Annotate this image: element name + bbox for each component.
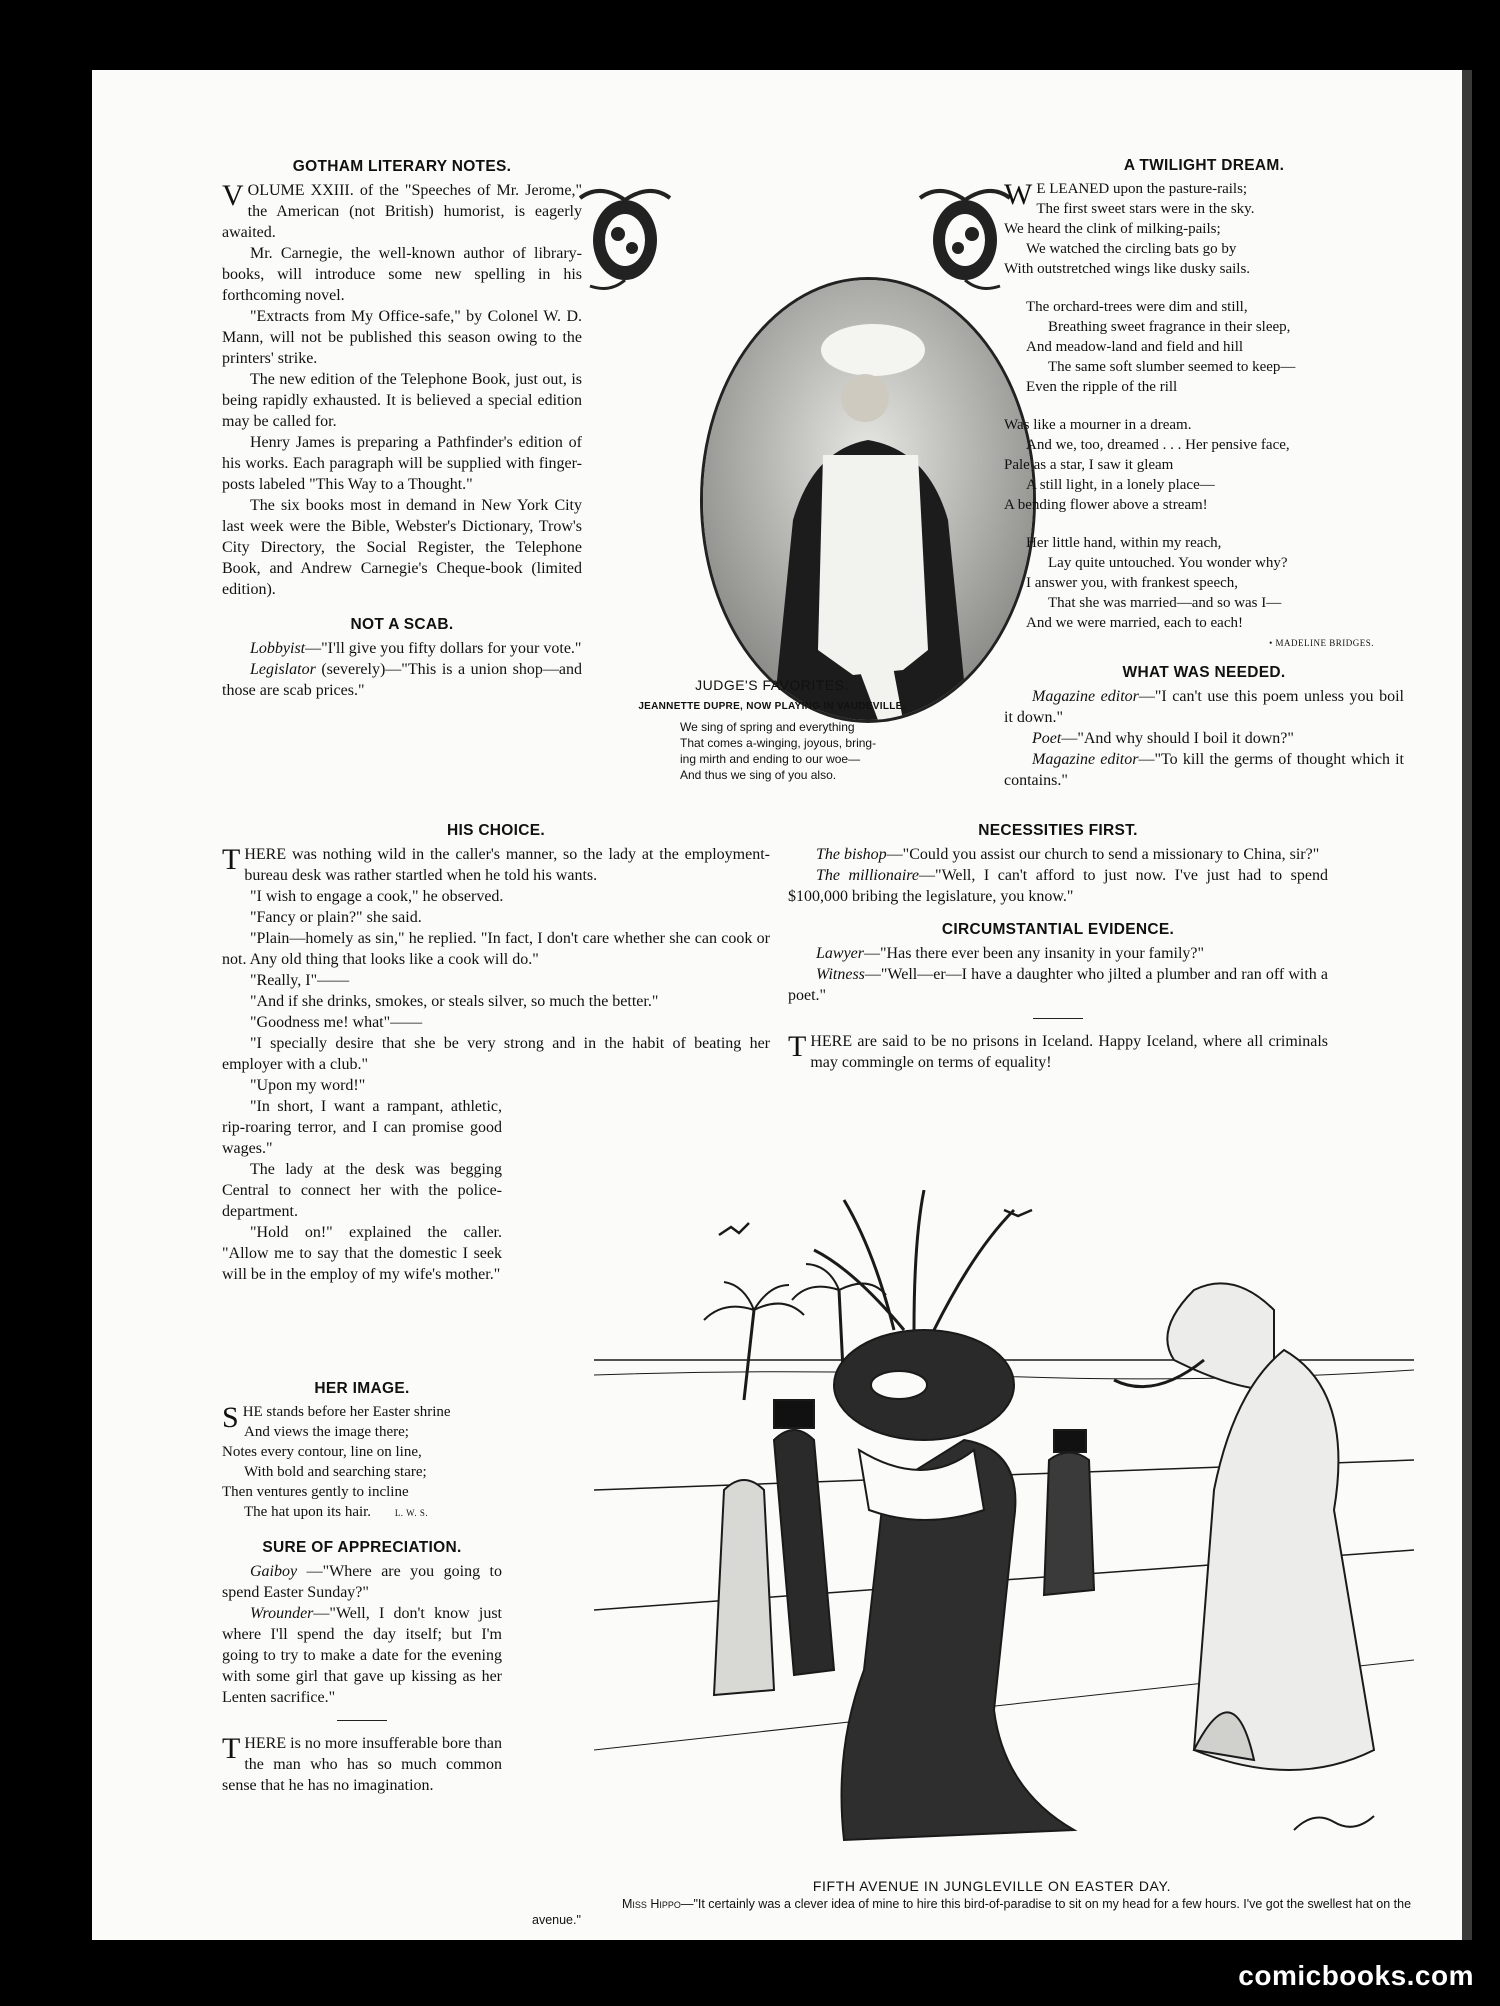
twilight-dropcap: W: [1004, 178, 1033, 211]
gotham-paragraph-4: The new edition of the Telephone Book, just out, is being rapidly exhausted. It is believed a special edition may be called for.: [222, 371, 582, 430]
choice-line: "I specially desire that she be very strong and in the habit of beating her employer with a club.": [222, 1035, 770, 1073]
choice-line: "Fancy or plain?" she said.: [250, 909, 422, 926]
twilight-dream: [1004, 156, 1404, 791]
poem-line: Was like a mourner in a dream.: [1004, 417, 1192, 433]
needed-line-2: —"And why should I boil it down?": [1061, 730, 1294, 747]
choice-intro: HERE was nothing wild in the caller's manner, so the lady at the employment-bureau desk was rather startled when he told his wants.: [244, 846, 770, 884]
choice-heading: HIS CHOICE.: [446, 822, 546, 839]
divider: [337, 1720, 387, 1721]
choice-dropcap: T: [222, 843, 241, 876]
insufferable-dropcap: T: [222, 1732, 241, 1765]
favorites-line: And thus we sing of you also.: [680, 768, 837, 782]
image-signature: L. W. S.: [394, 1508, 429, 1518]
scab-speaker-2: Legislator: [250, 661, 316, 678]
favorites-verse: [592, 719, 952, 783]
poem-line: We watched the circling bats go by: [1026, 241, 1237, 257]
necessities-speaker-1: The bishop: [816, 846, 887, 863]
gotham-paragraph-5: Henry James is preparing a Pathfinder's edition of his works. Each paragraph will be supplied with finger-posts labeled "This Way to a Thought.": [222, 434, 582, 493]
appreciation-line-1: —"Where are you going to spend Easter Sunday?": [222, 1563, 502, 1601]
poem-line: E LEANED upon the pasture-rails;: [1036, 181, 1248, 197]
favorites-subheading: JEANNETTE DUPRE, NOW PLAYING IN VAUDEVILLE.: [638, 701, 906, 712]
appreciation-heading: SURE OF APPRECIATION.: [262, 1539, 462, 1556]
choice-line: "Hold on!" explained the caller. "Allow me to say that the domestic I seek will be in the employ of my wife's mother.": [222, 1224, 502, 1283]
favorites-heading: JUDGE'S FAVORITES.: [695, 677, 849, 693]
poem-line: Even the ripple of the rill: [1026, 379, 1178, 395]
needed-heading: WHAT WAS NEEDED.: [1122, 664, 1286, 681]
page-spine: [1462, 70, 1472, 1940]
gotham-paragraph-2: Mr. Carnegie, the well-known author of library-books, will introduce some new spelling in his forthcoming novel.: [222, 245, 582, 304]
poem-line: Notes every contour, line on line,: [222, 1444, 422, 1460]
favorites-line: That comes a-winging, joyous, bring-: [680, 736, 877, 750]
poem-line: The hat upon its hair.: [244, 1504, 372, 1520]
appreciation-line-2: —"Well, I don't know just where I'll spend the day itself; but I'm going to try to make a date for the evening with some girl that gave up kissing as her Lenten sacrifice.": [222, 1605, 502, 1706]
poem-line: Her little hand, within my reach,: [1026, 535, 1222, 551]
gotham-literary-notes: [222, 156, 582, 701]
favorites-line: ing mirth and ending to our woe—: [680, 752, 861, 766]
poem-line: HE stands before her Easter shrine: [242, 1404, 451, 1420]
easter-cartoon-illustration: [594, 1190, 1414, 1870]
insufferable-text: HERE is no more insufferable bore than the man who has so much common sense that he has no imagination.: [222, 1735, 502, 1794]
appreciation-speaker-1: Gaiboy: [250, 1563, 298, 1580]
gotham-heading: GOTHAM LITERARY NOTES.: [292, 158, 512, 175]
needed-speaker-2: Poet: [1032, 730, 1062, 747]
choice-line: "In short, I want a rampant, athletic, rip-roaring terror, and I can promise good wages.": [222, 1098, 502, 1157]
choice-line: "Goodness me! what"——: [250, 1014, 423, 1031]
choice-line: The lady at the desk was begging Central to connect her with the police-department.: [222, 1161, 502, 1220]
poem-line: The orchard-trees were dim and still,: [1026, 299, 1248, 315]
gotham-paragraph-3: "Extracts from My Office-safe," by Colonel W. D. Mann, will not be published this season owing to the printers' strike.: [222, 308, 582, 367]
poem-line: A bending flower above a stream!: [1004, 497, 1208, 513]
scab-line-1: —"I'll give you fifty dollars for your vote.": [305, 640, 582, 657]
necessities-line-2: —"Well, I can't afford to just now. I've just had to spend $100,000 bribing the legislature, you know.": [788, 867, 1328, 905]
her-image: [222, 1378, 502, 1796]
watermark: comicbooks.com: [1238, 1960, 1474, 1991]
evidence-line-1: —"Has there ever been any insanity in your family?": [864, 945, 1205, 962]
evidence-speaker-1: Lawyer: [816, 945, 864, 962]
poem-line: With outstretched wings like dusky sails.: [1004, 261, 1251, 277]
cartoon-speaker: Miss Hippo: [622, 1897, 681, 1911]
favorites-line: We sing of spring and everything: [680, 720, 855, 734]
twilight-heading: A TWILIGHT DREAM.: [1123, 157, 1285, 174]
magazine-page: [92, 70, 1462, 1940]
judges-favorites: [592, 675, 952, 783]
evidence-line-2: —"Well—er—I have a daughter who jilted a plumber and ran off with a poet.": [788, 966, 1328, 1004]
cartoon-quote: —"It certainly was a clever idea of mine to hire this bird-of-paradise to sit on my head for a few hours. I've got the swellest hat on the avenue.": [532, 1897, 1412, 1927]
choice-line: "Upon my word!": [250, 1077, 366, 1094]
image-heading: HER IMAGE.: [314, 1380, 410, 1397]
needed-speaker-1: Magazine editor: [1032, 688, 1139, 705]
choice-line: "Plain—homely as sin," he replied. "In fact, I don't care whether she can cook or not. Any old thing that looks like a cook will do.": [222, 930, 770, 968]
evidence-speaker-2: Witness: [816, 966, 865, 983]
portrait-photo: [700, 277, 1036, 723]
poem-line: And we, too, dreamed . . . Her pensive face,: [1026, 437, 1290, 453]
poem-line: That she was married—and so was I—: [1048, 595, 1282, 611]
poem-line: And meadow-land and field and hill: [1026, 339, 1244, 355]
needed-speaker-3: Magazine editor: [1032, 751, 1139, 768]
poem-line: Breathing sweet fragrance in their sleep,: [1048, 319, 1291, 335]
evidence-heading: CIRCUMSTANTIAL EVIDENCE.: [941, 921, 1175, 938]
poem-line: The first sweet stars were in the sky.: [1036, 201, 1255, 217]
choice-line: "I wish to engage a cook," he observed.: [250, 888, 504, 905]
poem-line: A still light, in a lonely place—: [1026, 477, 1215, 493]
choice-line: "Really, I"——: [250, 972, 350, 989]
poem-line: We heard the clink of milking-pails;: [1004, 221, 1221, 237]
necessities-line-1: —"Could you assist our church to send a missionary to China, sir?": [886, 846, 1320, 863]
gotham-dropcap: V: [222, 179, 244, 212]
needed-line-3: —"To kill the germs of thought which it contains.": [1004, 751, 1404, 789]
iceland-text: HERE are said to be no prisons in Iceland. Happy Iceland, where all criminals may commingle on terms of equality!: [810, 1033, 1328, 1071]
cartoon-title: FIFTH AVENUE IN JUNGLEVILLE ON EASTER DAY.: [812, 1878, 1172, 1894]
image-dropcap: S: [222, 1401, 239, 1434]
poem-line: And we were married, each to each!: [1026, 615, 1243, 631]
poem-line: Then ventures gently to incline: [222, 1484, 409, 1500]
necessities-heading: NECESSITIES FIRST.: [978, 822, 1138, 839]
poem-line: With bold and searching stare;: [244, 1464, 427, 1480]
scab-speaker-1: Lobbyist: [250, 640, 306, 657]
necessities-first: [788, 820, 1328, 1073]
lantern-ornament-left: [570, 178, 680, 298]
poem-line: Pale as a star, I saw it gleam: [1004, 457, 1174, 473]
scab-line-2: (severely)—"This is a union shop—and those are scab prices.": [222, 661, 582, 699]
choice-line: "And if she drinks, smokes, or steals silver, so much the better.": [250, 993, 659, 1010]
twilight-signature: • MADELINE BRIDGES.: [1269, 638, 1374, 648]
cartoon-caption: [532, 1896, 1412, 1928]
divider: [1033, 1018, 1083, 1019]
gotham-paragraph-1: OLUME XXIII. of the "Speeches of Mr. Jerome," the American (not British) humorist, is eagerly awaited.: [222, 182, 582, 241]
scab-heading: NOT A SCAB.: [350, 616, 454, 633]
poem-line: Lay quite untouched. You wonder why?: [1048, 555, 1288, 571]
needed-line-1: —"I can't use this poem unless you boil it down.": [1004, 688, 1404, 726]
poem-line: I answer you, with frankest speech,: [1026, 575, 1239, 591]
appreciation-speaker-2: Wrounder: [250, 1605, 314, 1622]
iceland-dropcap: T: [788, 1030, 807, 1063]
poem-line: The same soft slumber seemed to keep—: [1048, 359, 1296, 375]
gotham-paragraph-6: The six books most in demand in New York City last week were the Bible, Webster's Dictionary, Trow's City Directory, the Social Register, the Telephone Book, and Andrew Carnegie's Cheque-book (limited edition).: [222, 497, 582, 598]
necessities-speaker-2: The millionaire: [816, 867, 920, 884]
poem-line: And views the image there;: [244, 1424, 409, 1440]
